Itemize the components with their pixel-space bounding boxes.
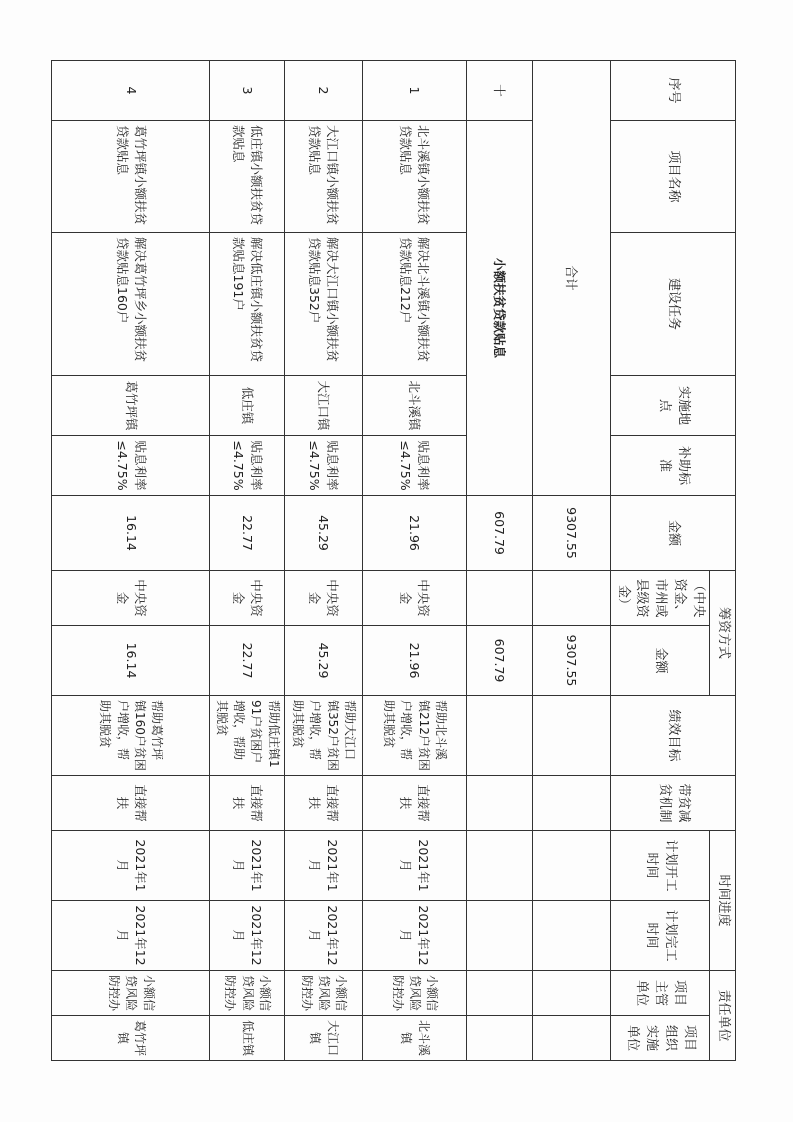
total-amount: 9307.55 (532, 496, 610, 571)
section-row (466, 61, 532, 1061)
header-funding-method: 筹资方式 (710, 571, 736, 696)
table-row: 2 大江口镇小额扶贫贷款贴息 解决大江口镇小额扶贫贷款贴息352户 大江口镇 贴息利率≤4.75% 45.29 中央资金 45.29 帮助大江口镇352户贫困户增收，帮助其脱贫 直接帮扶 2021年1月 2021年12月 小额信贷风险防控办 大江口镇 (284, 61, 362, 1061)
section-seq: 十 (466, 61, 532, 121)
table-row: 3 低庄镇小额扶贫贷款贴息 解决低庄镇小额扶贫贷款贴息191户 低庄镇 贴息利率≤4.75% 22.77 中央资金 22.77 帮助低庄镇191户贫困户增收，帮助其脱贫 直接帮扶 2021年1月 2021年12月 小额信贷风险防控办 低庄镇 (210, 61, 285, 1061)
header-schedule: 时间进度 (710, 831, 736, 971)
total-fund-amount: 9307.55 (532, 626, 610, 696)
project-table (51, 60, 736, 1061)
total-fund-source (532, 571, 610, 626)
header-start-time: 计划开工时间 (610, 831, 709, 901)
table-row: 4 葛竹坪镇小额扶贫贷款贴息 解决葛竹坪乡小额扶贫贷款贴息160户 葛竹坪镇 贴息利率≤4.75% 16.14 中央资金 16.14 帮助葛竹坪镇160户贫困户增收，帮助其脱贫 直接帮扶 2021年1月 2021年12月 小额信贷风险防控办 葛竹坪镇 (52, 61, 210, 1061)
header-end-time: 计划完工时间 (610, 901, 709, 971)
header-task: 建设任务 (610, 233, 735, 376)
section-amount: 607.79 (466, 496, 532, 571)
header-seq: 序号 (610, 61, 735, 121)
section-fund-amount: 607.79 (466, 626, 532, 696)
total-row (532, 61, 610, 1061)
header-row-1 (710, 61, 736, 1061)
header-project-name: 项目名称 (610, 121, 735, 233)
header-mechanism: 带贫减贫机制 (610, 776, 735, 831)
header-location: 实施地点 (610, 376, 735, 436)
rotated-table-wrapper (64, 60, 736, 1060)
header-responsible-unit: 责任单位 (710, 971, 736, 1061)
section-name: 小额扶贫贷款贴息 (466, 121, 532, 496)
header-supervisor: 项目主管单位 (610, 971, 709, 1016)
header-fund-amount: 金额 (610, 626, 709, 696)
header-fund-source: （中央资金、市州或县级资金） (610, 571, 709, 626)
header-amount: 金额 (610, 496, 735, 571)
total-label: 合计 (532, 61, 610, 496)
table-row: 1 北斗溪镇小额扶贫贷款贴息 解决北斗溪镇小额扶贫贷款贴息212户 北斗溪镇 贴息利率≤4.75% 21.96 中央资金 21.96 帮助北斗溪镇212户贫困户增收，帮助其脱贫 直接帮扶 2021年1月 2021年12月 小额信贷风险防控办 北斗溪镇 (362, 61, 466, 1061)
header-implementer: 项目组织实施单位 (610, 1016, 709, 1061)
header-subsidy-standard: 补助标准 (610, 436, 735, 496)
header-performance-goal: 绩效目标 (610, 696, 735, 776)
